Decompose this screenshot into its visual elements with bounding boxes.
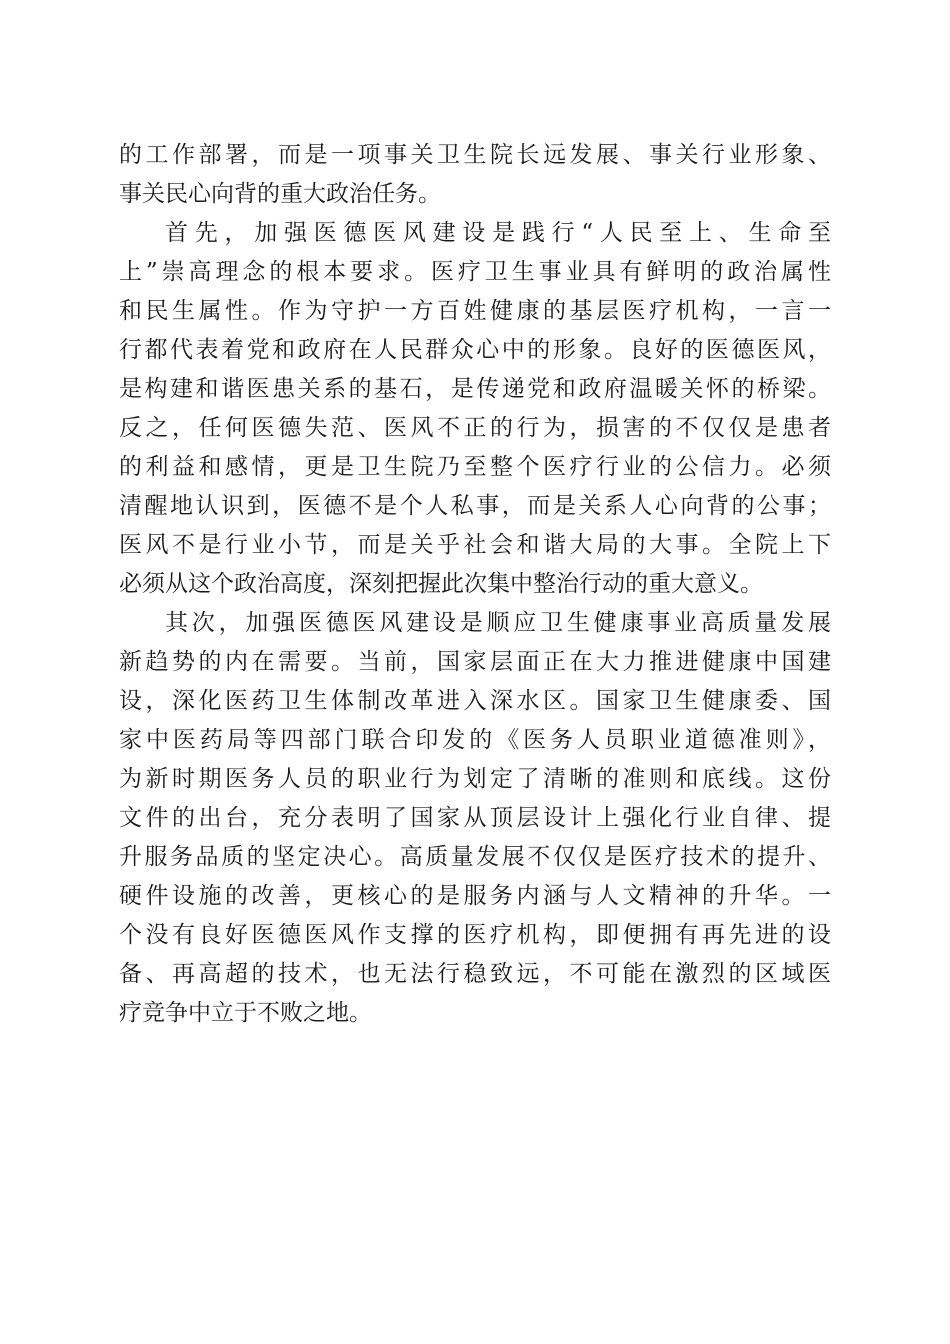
paragraph-first-line: 其次，加强医德医风建设是顺应卫生健康事业高质量发展 [165, 610, 831, 636]
text-line: 文件的出台，充分表明了国家从顶层设计上强化行业自律、提 [119, 805, 831, 831]
text-line: 新趋势的内在需要。当前，国家层面正在大力推进健康中国建 [119, 649, 831, 675]
text-line: 是构建和谐医患关系的基石，是传递党和政府温暖关怀的桥梁。 [119, 376, 831, 402]
text-line: 反之，任何医德失范、医风不正的行为，损害的不仅仅是患者 [119, 415, 831, 441]
text-line: 的工作部署，而是一项事关卫生院长远发展、事关行业形象、 [119, 142, 831, 168]
text-line: 行都代表着党和政府在人民群众心中的形象。良好的医德医风， [119, 337, 831, 363]
text-line: 备、再高超的技术，也无法行稳致远，不可能在激烈的区域医 [119, 961, 831, 987]
text-line: 家中医药局等四部门联合印发的《医务人员职业道德准则》， [119, 727, 831, 753]
text-line: 硬件设施的改善，更核心的是服务内涵与人文精神的升华。一 [119, 883, 831, 909]
text-line: 升服务品质的坚定决心。高质量发展不仅仅是医疗技术的提升、 [119, 844, 831, 870]
text-line: 和民生属性。作为守护一方百姓健康的基层医疗机构，一言一 [119, 298, 831, 324]
body-text [119, 136, 831, 1033]
paragraph-first-line: 首先，加强医德医风建设是践行“人民至上、生命至 [165, 220, 831, 246]
text-line: 设，深化医药卫生体制改革进入深水区。国家卫生健康委、国 [119, 688, 831, 714]
text-line: 事关民心向背的重大政治任务。 [119, 181, 441, 207]
text-line: 必须从这个政治高度，深刻把握此次集中整治行动的重大意义。 [119, 571, 763, 597]
text-line: 个没有良好医德医风作支撑的医疗机构，即便拥有再先进的设 [119, 922, 831, 948]
text-line: 上”崇高理念的根本要求。医疗卫生事业具有鲜明的政治属性 [119, 259, 831, 285]
text-line: 医风不是行业小节，而是关乎社会和谐大局的大事。全院上下 [119, 532, 831, 558]
text-line: 疗竞争中立于不败之地。 [119, 1000, 372, 1026]
text-line: 的利益和感情，更是卫生院乃至整个医疗行业的公信力。必须 [119, 454, 831, 480]
text-line: 清醒地认识到，医德不是个人私事，而是关系人心向背的公事； [119, 493, 831, 519]
text-line: 为新时期医务人员的职业行为划定了清晰的准则和底线。这份 [119, 766, 831, 792]
